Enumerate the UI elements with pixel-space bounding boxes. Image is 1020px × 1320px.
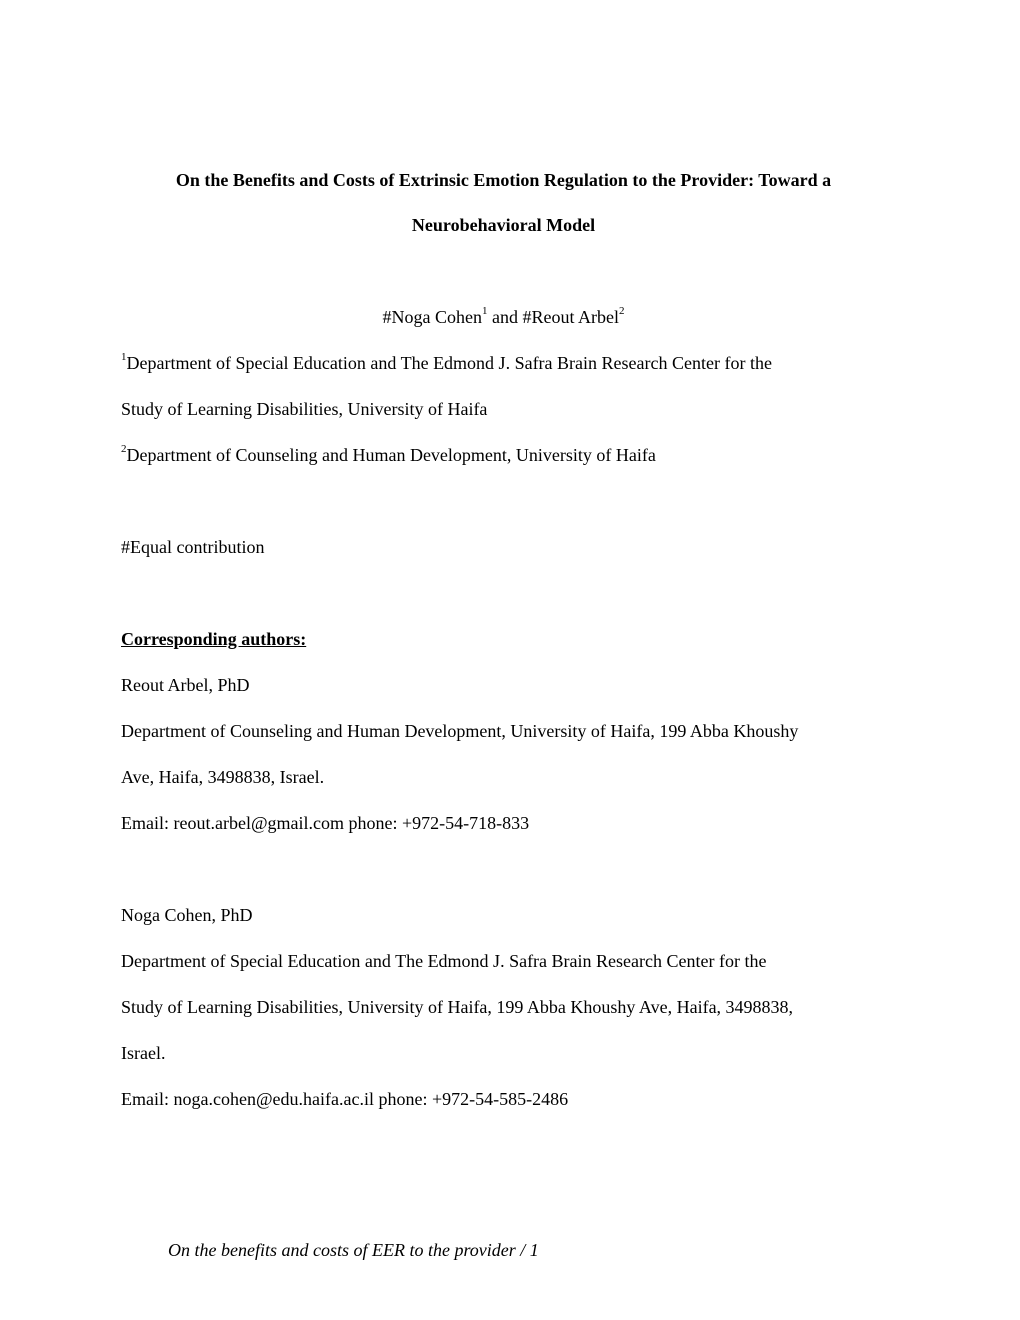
- corresponding-author-2-address: Department of Special Education and The Edmond J. Safra Brain Research Center for the: [121, 951, 767, 971]
- equal-contribution-note: #Equal contribution: [121, 537, 265, 557]
- running-footer: On the benefits and costs of EER to the provider / 1: [168, 1240, 539, 1260]
- affiliation-1: [121, 352, 772, 374]
- corresponding-author-2-contact: Email: noga.cohen@edu.haifa.ac.il phone: +972-54-585-2486: [121, 1089, 569, 1109]
- corresponding-author-2-name: Noga Cohen, PhD: [121, 905, 253, 925]
- author-name: #Reout Arbel: [522, 307, 619, 327]
- affiliation-marker: 1: [121, 351, 127, 363]
- corresponding-author-1-address: Department of Counseling and Human Development, University of Haifa, 199 Abba Khoushy: [121, 721, 799, 741]
- corresponding-author-1-address-continued: Ave, Haifa, 3498838, Israel.: [121, 767, 325, 787]
- affiliation-1-continued: Study of Learning Disabilities, University of Haifa: [121, 399, 488, 419]
- affiliation-text: Department of Special Education and The Edmond J. Safra Brain Research Center for the: [126, 353, 772, 373]
- corresponding-author-1-name: Reout Arbel, PhD: [121, 675, 250, 695]
- corresponding-author-2-address-continued: Study of Learning Disabilities, University of Haifa, 199 Abba Khoushy Ave, Haifa, 3498838,: [121, 997, 794, 1017]
- affiliation-text: Department of Counseling and Human Development, University of Haifa: [126, 445, 656, 465]
- affiliation-2: [121, 444, 656, 466]
- corresponding-author-2-address-end: Israel.: [121, 1043, 166, 1063]
- affiliation-marker: 2: [121, 443, 127, 455]
- author-line: [0, 306, 1007, 328]
- paper-title-line-1: On the Benefits and Costs of Extrinsic Emotion Regulation to the Provider: Toward a: [175, 170, 832, 190]
- corresponding-heading: Corresponding authors:: [121, 629, 307, 649]
- paper-title-line-2: Neurobehavioral Model: [411, 215, 596, 235]
- affiliation-marker: 1: [481, 305, 488, 317]
- author-joiner: and: [487, 307, 523, 327]
- corresponding-author-1-contact: Email: reout.arbel@gmail.com phone: +972-54-718-833: [121, 813, 530, 833]
- affiliation-marker: 2: [618, 305, 625, 317]
- author-name: #Noga Cohen: [382, 307, 482, 327]
